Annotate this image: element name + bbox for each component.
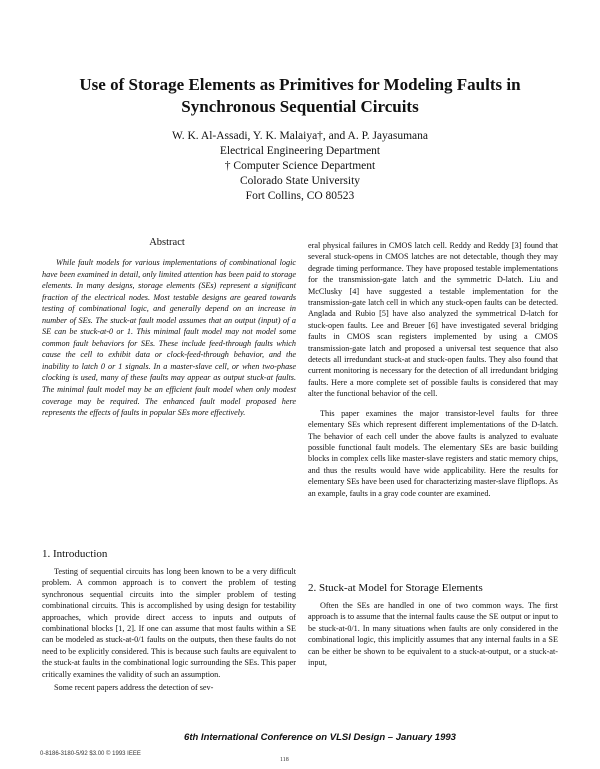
intro-paragraph-1: Testing of sequential circuits has long been known to be a very difficult problem. A common approach is to convert the problem of testing synchronous sequential circuits into the simpler problem of testing combinational circuits. This is accomplished by using design for testability approaches, which provide direct access to inputs and outputs of combinational blocks [1, 2]. If one can assume that most faults within a SE can be modeled as stuck-at-0/1 faults on the outputs, then these faults do not need to be explicitly considered. This is because such faults are equivalent to the stuck-at faults in the combinational logic surrounding the SEs. This paper critically examines the validity of such an assumption. [42,567,296,679]
abstract-text: While fault models for various implementations of combinational logic have been examined in detail, only limited attention has been paid to storage elements. In many designs, storage elements (SEs) represent a significant fraction of the electrical nodes. Most testable designs are geared towards testing of combinational logic, and generally depend on an increase in number of SEs. The stuck-at fault model assumes that an output (input) of a SE can be stuck-at-0 or 1. This minimal fault model may not model some common fault behaviors for SEs. These include feed-through faults which cause the cell to exhibit data or clock-feed-through behavior, and the inability to latch 0 or 1 signals. In a master-slave cell, or when two-phase clocking is used, many of these faults may appear as output stuck-at faults. The minimal fault model may be an efficient fault model when only modest coverage may be required. The enhanced fault model proposed here represents the effects of faults in popular SEs more effectively. [42,258,296,418]
page-number: 118 [280,757,289,763]
abstract-body [42,257,296,419]
paper-title [40,74,560,118]
affiliation-university: Colorado State University [239,175,361,187]
intro-paragraph-2: Some recent papers address the detection of sev- [54,683,214,693]
author-names: W. K. Al-Assadi, Y. K. Malaiya†, and A. P. Jayasumana [171,130,429,142]
title-line-2: Synchronous Sequential Circuits [181,97,419,116]
left-column-body [42,566,296,693]
title-line-1: Use of Storage Elements as Primitives for Modeling Faults in [79,75,521,94]
copyright-line: 0-8186-3180-5/92 $3.00 © 1993 IEEE [40,751,141,757]
section-1-heading: 1. Introduction [42,548,108,560]
affiliation-city: Fort Collins, CO 80523 [245,190,355,202]
author-block [100,129,500,204]
right-paragraph-1: eral physical failures in CMOS latch cell. Reddy and Reddy [3] found that several stuck-opens in CMOS latches are not detectable, though they may degrade timing performance. They have proposed testable implementations for the transmission-gate latch and the symmetric D-latch. Liu and McClusky [4] have suggested a testable implementation for the transmission-gate latch cell in which any stuck-open faults can be detected. Anglada and Rubio [5] have also analyzed the symmetrical D-latch for stuck-open faults. Lee and Breuer [6] have investigated several bridging faults in CMOS scan registers implemented by using a CMOS transmission-gate latch and proposed a universal test sequence that also detects all irredundant stuck-at and stuck-open faults. They also found that current monitoring is necessary for the detection of all irredundant bridging faults. Here a more complete set of possible faults is considered that may alter the functional behavior of the cell. [308,241,558,399]
section-2-heading: 2. Stuck-at Model for Storage Elements [308,582,483,594]
section-2-paragraph-1: Often the SEs are handled in one of two common ways. The first approach is to assume that the internal faults cause the SE output or input to be stuck-at-0/1. In many situations when faults are only considered in the combinational logic, this implicitly assumes that any internal faults in a SE can be either be shown to be equivalent to a stuck-at-output, or a stuck-at-input, [308,601,558,668]
abstract-heading: Abstract [149,237,185,248]
right-column-body [308,240,558,499]
affiliation-cs: † Computer Science Department [224,160,376,172]
section-2-body [308,600,558,668]
affiliation-ee: Electrical Engineering Department [219,145,381,157]
right-paragraph-2: This paper examines the major transistor-level faults for three elementary SEs which represent different implementations of the D-latch. The behavior of each cell under the above faults is analyzed to evaluate possible functional fault models. The elementary SEs are basic building blocks in complex cells like master-slave registers and static memory chips, and thus the results would have wide applicability. Here the results for elementary SEs have been used for characterizing master-slave flipflops. As an example, faults in a gray code counter are examined. [308,408,558,498]
conference-footer: 6th International Conference on VLSI Design – January 1993 [184,732,456,743]
